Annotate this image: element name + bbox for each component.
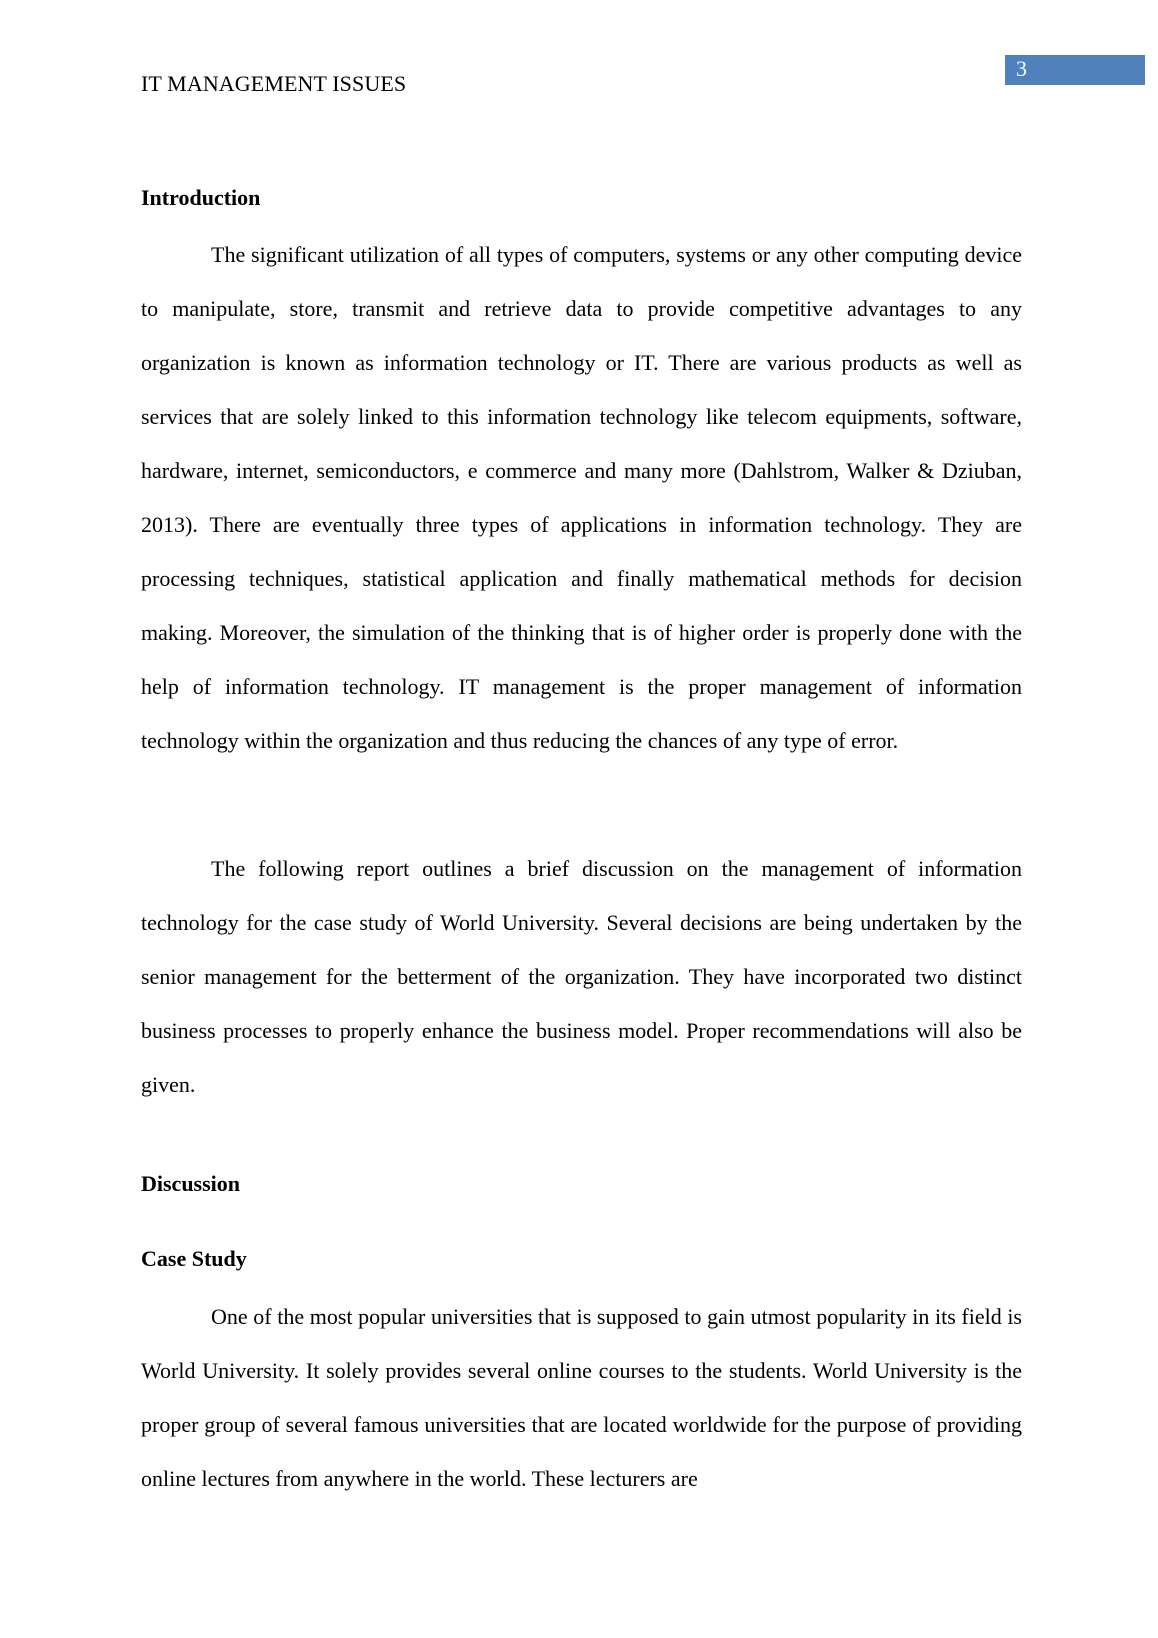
introduction-heading: Introduction: [141, 185, 261, 210]
case-study-heading: Case Study: [141, 1246, 247, 1271]
case-study-paragraph-1: One of the most popular universities that is supposed to gain utmost popularity in its field is World University. It solely provides several online courses to the students. World University is the proper group of several famous universities that are located worldwide for the purpose of providing online lectures from anywhere in the world. These lecturers are: [141, 1304, 1022, 1491]
page-number: 3: [1016, 56, 1027, 81]
introduction-paragraph-2: The following report outlines a brief discussion on the management of information technology for the case study of World University. Several decisions are being undertaken by the senior management for the betterment of the organization. They have incorporated two distinct business processes to properly enhance the business model. Proper recommendations will also be given.: [141, 856, 1022, 1097]
page-number-box: [1005, 55, 1145, 85]
discussion-heading: Discussion: [141, 1171, 241, 1196]
introduction-paragraph-1: The significant utilization of all types of computers, systems or any other computing device to manipulate, store, transmit and retrieve data to provide competitive advantages to any organization is known as information technology or IT. There are various products as well as services that are solely linked to this information technology like telecom equipments, software, hardware, internet, semiconductors, e commerce and many more (Dahlstrom, Walker & Dziuban, 2013). There are eventually three types of applications in information technology. They are processing techniques, statistical application and finally mathematical methods for decision making. Moreover, the simulation of the thinking that is of higher order is properly done with the help of information technology. IT management is the proper management of information technology within the organization and thus reducing the chances of any type of error.: [141, 242, 1022, 753]
running-head: IT MANAGEMENT ISSUES: [141, 71, 407, 96]
